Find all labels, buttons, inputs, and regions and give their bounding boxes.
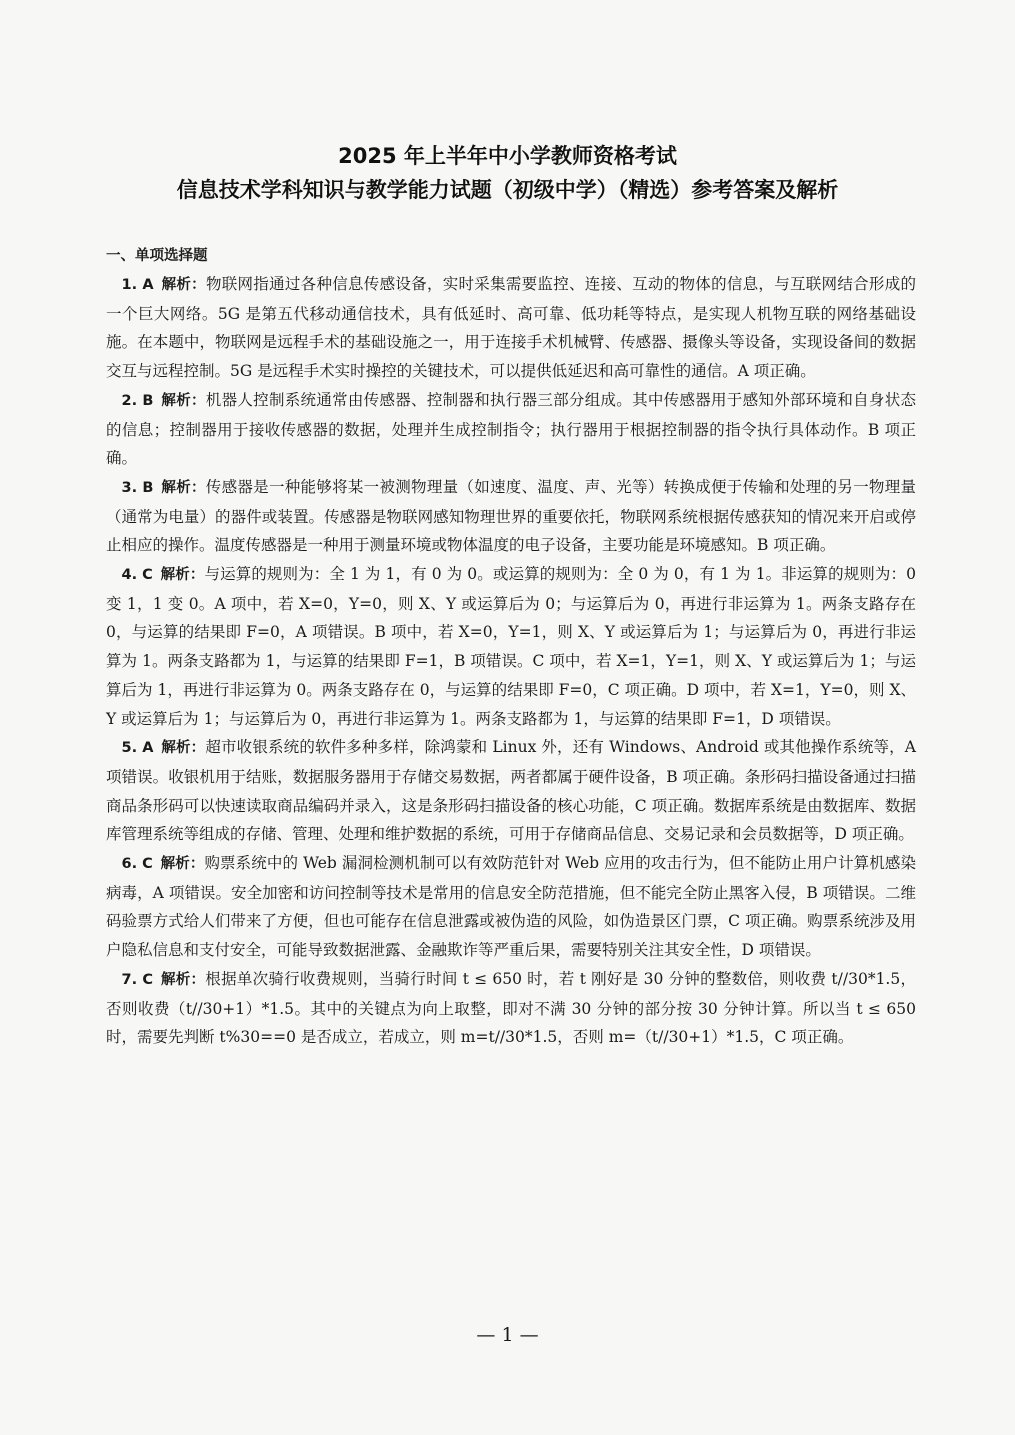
document-subtitle: 信息技术学科知识与教学能力试题（初级中学）（精选）参考答案及解析 — [176, 178, 839, 202]
answer-paragraph-3 — [106, 473, 916, 560]
analysis-label: 解析： — [160, 567, 205, 584]
analysis-text: 超市收银系统的软件多种多样，除鸿蒙和 Linux 外，还有 Windows、Android 或其他操作系统等，A 项错误。收银机用于结账，数据服务器用于存储交易数据，两者都属于硬件设备，B 项正确。条形码扫描设备通过扫描商品条形码可以快速读取商品编码并录入，这是条形码扫描设备的核心功能，C 项正确。数据库系统是由数据库、数据库管理系统等组成的存储、管理、处理和维护数据的系统，可用于存储商品信息、交易记录和会员数据等，D 项正确。 — [106, 738, 916, 844]
question-number: 2. — [121, 392, 138, 409]
answer-letter: C — [142, 567, 153, 584]
document-title: 2025 年上半年中小学教师资格考试 — [338, 144, 677, 168]
analysis-label: 解析： — [161, 277, 206, 293]
answer-paragraph-1 — [106, 270, 916, 386]
answer-paragraph-4 — [106, 560, 916, 733]
answer-paragraph-5 — [106, 733, 916, 849]
analysis-text: 根据单次骑行收费规则，当骑行时间 t ≤ 650 时，若 t 刚好是 30 分钟的整数倍，则收费 t//30*1.5，否则收费（t//30+1）*1.5。其中的关键点为向上取整，即对不满 30 分钟的部分按 30 分钟计算。所以当 t ≤ 650 时，需要先判断 t%30==0 是否成立，若成立，则 m=t//30*1.5，否则 m=（t//30+1）*1.5，C 项正确。 — [106, 969, 916, 1047]
analysis-label: 解析： — [161, 740, 206, 757]
answer-letter: B — [142, 479, 154, 496]
answer-paragraph-2 — [106, 386, 916, 473]
question-number: 7. — [121, 971, 138, 988]
answer-letter: A — [142, 740, 154, 757]
analysis-label: 解析： — [160, 971, 206, 988]
analysis-label: 解析： — [160, 856, 205, 873]
analysis-text: 机器人控制系统通常由传感器、控制器和执行器三部分组成。其中传感器用于感知外部环境和自身状态的信息；控制器用于接收传感器的数据，处理并生成控制指令；执行器用于根据控制器的指令执行具体动作。B 项正确。 — [106, 390, 916, 468]
analysis-label: 解析： — [161, 392, 206, 409]
question-number: 1. — [121, 277, 138, 293]
section-heading: 一、单项选择题 — [106, 248, 208, 264]
answer-letter: A — [142, 277, 154, 293]
answer-paragraph-6 — [106, 849, 916, 965]
answer-letter: C — [142, 856, 153, 873]
analysis-text: 与运算的规则为：全 1 为 1，有 0 为 0。或运算的规则为：全 0 为 0，有 1 为 1。非运算的规则为：0 变 1，1 变 0。A 项中，若 X=0，Y=0，则 X、Y 或运算后为 0；与运算后为 0，再进行非运算为 1。两条支路存在 0，与运算的结果即 F=0，A 项错误。B 项中，若 X=0，Y=1，则 X、Y 或运算后为 1；与运算后为 0，再进行非运算为 1。两条支路都为 1，与运算的结果即 F=1，B 项错误。C 项中，若 X=1，Y=1，则 X、Y 或运算后为 1；与运算后为 1，再进行非运算为 0。两条支路存在 0，与运算的结果即 F=0，C 项正确。D 项中，若 X=1，Y=0，则 X、Y 或运算后为 1；与运算后为 0，再进行非运算为 1。两条支路都为 1，与运算的结果即 F=1，D 项错误。 — [106, 565, 916, 728]
question-number: 6. — [121, 856, 138, 873]
answers-body — [106, 270, 916, 1052]
analysis-text: 传感器是一种能够将某一被测物理量（如速度、温度、声、光等）转换成便于传输和处理的另一物理量（通常为电量）的器件或装置。传感器是物联网感知物理世界的重要依托，物联网系统根据传感获知的情况来开启或停止相应的操作。温度传感器是一种用于测量环境或物体温度的电子设备，主要功能是环境感知。B 项正确。 — [106, 477, 916, 555]
analysis-label: 解析： — [161, 479, 206, 496]
question-number: 4. — [121, 567, 138, 584]
analysis-text: 购票系统中的 Web 漏洞检测机制可以有效防范针对 Web 应用的攻击行为，但不能防止用户计算机感染病毒，A 项错误。安全加密和访问控制等技术是常用的信息安全防范措施，但不能完全防止黑客入侵，B 项错误。二维码验票方式给人们带来了方便，但也可能存在信息泄露或被伪造的风险，如伪造景区门票，C 项正确。购票系统涉及用户隐私信息和支付安全，可能导致数据泄露、金融欺诈等严重后果，需要特别关注其安全性，D 项错误。 — [106, 854, 916, 960]
question-number: 5. — [121, 740, 138, 757]
page-number: — 1 — — [476, 1324, 539, 1346]
answer-paragraph-7 — [106, 965, 916, 1052]
answer-letter: B — [142, 392, 154, 409]
answer-letter: C — [142, 971, 153, 988]
question-number: 3. — [121, 479, 138, 496]
analysis-text: 物联网指通过各种信息传感设备，实时采集需要监控、连接、互动的物体的信息，与互联网结合形成的一个巨大网络。5G 是第五代移动通信技术，具有低延时、高可靠、低功耗等特点，是实现人机物互联的网络基础设施。在本题中，物联网是远程手术的基础设施之一，用于连接手术机械臂、传感器、摄像头等设备，实现设备间的数据交互与远程控制。5G 是远程手术实时操控的关键技术，可以提供低延迟和高可靠性的通信。A 项正确。 — [106, 275, 916, 381]
